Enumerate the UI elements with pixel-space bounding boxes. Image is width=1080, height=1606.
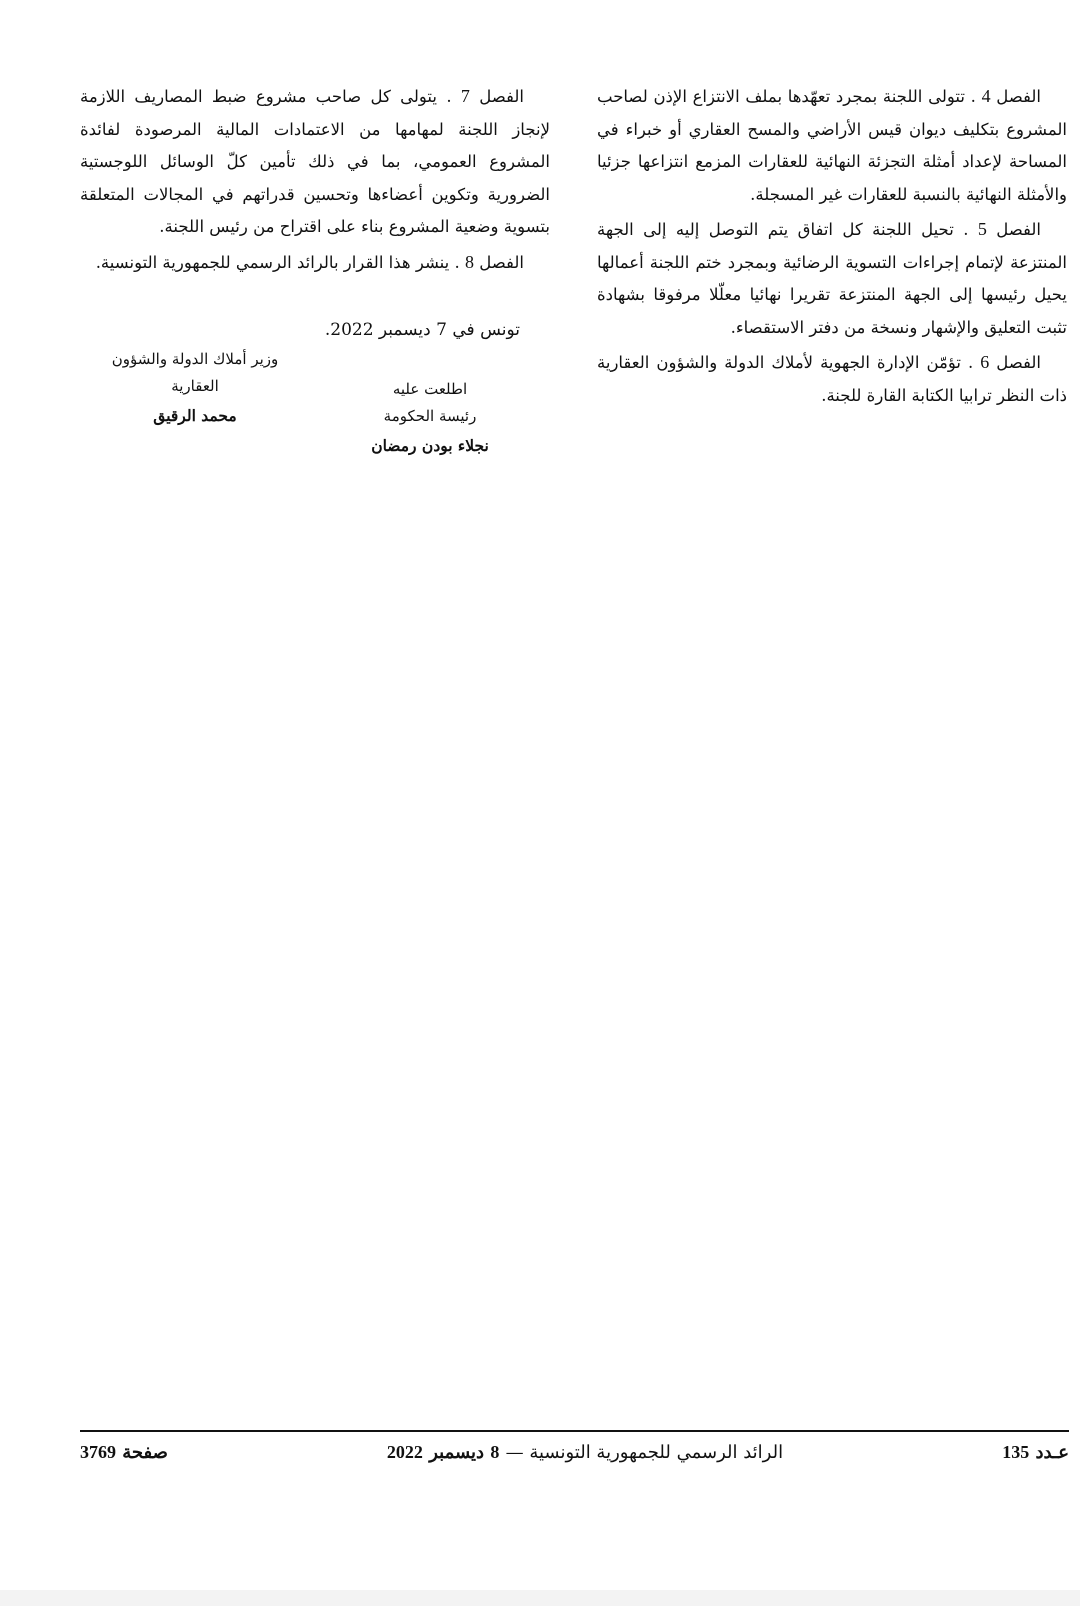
article-label: الفصل bbox=[996, 353, 1042, 372]
article-number: 7 bbox=[460, 86, 470, 106]
article-label: الفصل bbox=[996, 220, 1042, 239]
left-column bbox=[80, 80, 550, 281]
minister-title-line2: العقارية bbox=[171, 377, 219, 395]
article-label: الفصل bbox=[479, 252, 524, 272]
article-6-paragraph bbox=[597, 346, 1067, 412]
footer-journal-title bbox=[370, 1442, 800, 1463]
article-number: 6 bbox=[980, 352, 990, 372]
right-column bbox=[597, 80, 1067, 414]
footer-divider bbox=[80, 1430, 1069, 1432]
footer-page-number bbox=[80, 1442, 168, 1463]
government-head-name: نجلاء بودن رمضان bbox=[371, 436, 489, 455]
journal-title: الرائد الرسمي للجمهورية التونسية — bbox=[505, 1442, 784, 1463]
article-label: الفصل bbox=[996, 87, 1042, 106]
issue-label: عـدد bbox=[1035, 1442, 1069, 1463]
article-8-paragraph bbox=[80, 246, 550, 280]
footer-issue-number bbox=[1002, 1442, 1069, 1463]
article-text: . تتولى اللجنة بمجرد تعهّدها بملف الانتزاع الإذن لصاحب المشروع بتكليف ديوان قيس الأراضي والمسح العقاري أو خبراء في المساحة لإعداد أمثلة التجزئة النهائية للعقارات المزمع انتزاعها جزئيا والأمثلة النهائية بالنسبة للعقارات غير المسجلة. bbox=[597, 87, 1067, 204]
signing-date: تونس في 7 ديسمبر 2022. bbox=[324, 320, 520, 340]
issue-number: 135 bbox=[1002, 1442, 1030, 1462]
article-text: . تحيل اللجنة كل اتفاق يتم التوصل إليه إلى الجهة المنتزعة لإتمام إجراءات التسوية الرضائية وبمجرد ختم اللجنة أعمالها يحيل رئيسها إلى الجهة المنتزعة تقريرا نهائيا معلّلا مرفوقا بشهادة تثبت التعليق والإشهار ونسخة من دفتر الاستقصاء. bbox=[597, 220, 1067, 337]
government-head-title: رئيسة الحكومة bbox=[383, 407, 477, 425]
minister-name: محمد الرقيق bbox=[153, 406, 237, 425]
article-label: الفصل bbox=[479, 87, 525, 106]
minister-signature-block bbox=[90, 346, 300, 429]
article-text: . ينشر هذا القرار بالرائد الرسمي للجمهورية التونسية. bbox=[95, 252, 465, 272]
article-number: 4 bbox=[981, 86, 991, 106]
minister-title-line1: وزير أملاك الدولة والشؤون bbox=[111, 350, 279, 368]
date-year: 2022 bbox=[386, 1442, 423, 1462]
seen-by-label: اطلعت عليه bbox=[392, 380, 468, 398]
article-number: 5 bbox=[977, 219, 987, 239]
article-4-paragraph bbox=[597, 80, 1067, 211]
article-text: . يتولى كل صاحب مشروع ضبط المصاريف اللازمة لإنجاز اللجنة لمهامها من الاعتمادات المالية المرصودة لفائدة المشروع العمومي، بما في ذلك تأمين كلّ الوسائل اللوجستية الضرورية وتكوين أعضاءها وتحسين قدراتهم في المجالات المتعلقة بتسوية وضعية المشروع بناء على اقتراح من رئيس اللجنة. bbox=[80, 87, 550, 236]
page-number: 3769 bbox=[80, 1442, 116, 1462]
article-text: . تؤمّن الإدارة الجهوية لأملاك الدولة والشؤون العقارية ذات النظر ترابيا الكتابة القارة للجنة. bbox=[597, 353, 1067, 405]
article-7-paragraph bbox=[80, 80, 550, 244]
government-head-signature-block bbox=[330, 376, 530, 459]
page-label: صفحة bbox=[122, 1442, 168, 1463]
article-number: 8 bbox=[464, 251, 474, 272]
date-day: 8 bbox=[490, 1442, 500, 1462]
article-5-paragraph bbox=[597, 213, 1067, 344]
date-month: ديسمبر bbox=[429, 1442, 485, 1463]
